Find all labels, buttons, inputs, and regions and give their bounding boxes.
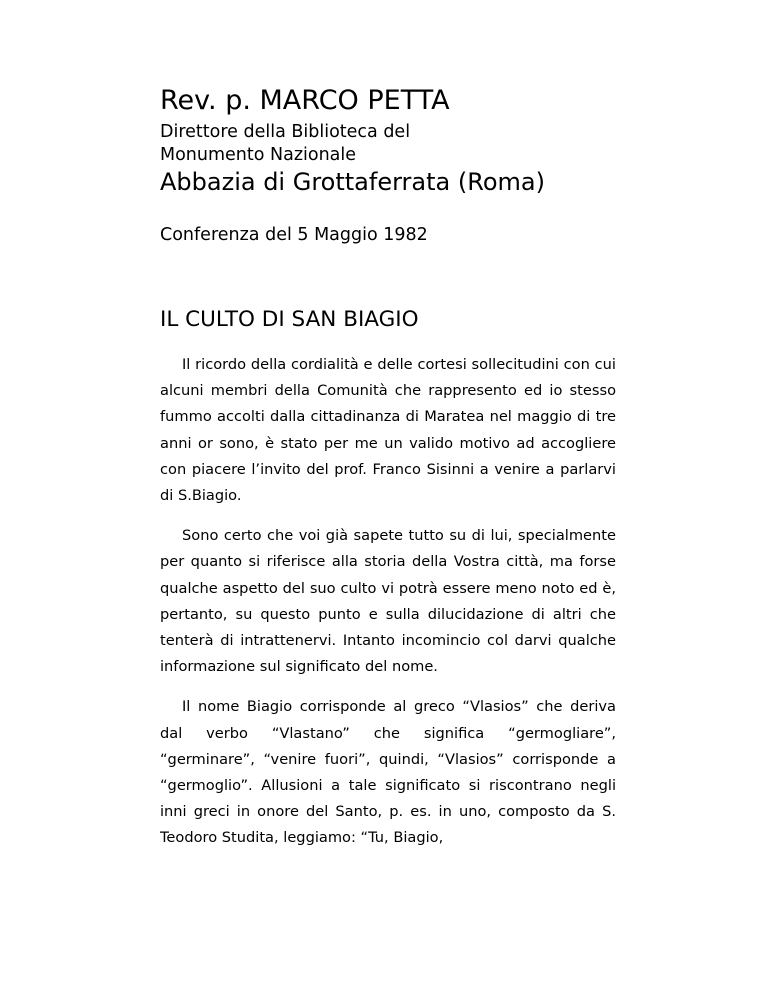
author-name: Rev. p. MARCO PETTA [160,85,450,116]
body-paragraph-3: Il nome Biagio corrisponde al greco “Vlasios” che deriva dal verbo “Vlastano” che significa “germogliare”, “germinare”, “venire fuori”, quindi, “Vlasios” corrisponde a “germoglio”. Allusioni a tale significato si riscontrano negli inni greci in onore del Santo, p. es. in uno, composto da S. Teodoro Studita, leggiamo: “Tu, Biagio, [160,698,616,847]
conference-date: Conferenza del 5 Maggio 1982 [160,225,428,245]
abbey-name: Abbazia di Grottaferrata (Roma) [160,168,545,196]
section-title: IL CULTO DI SAN BIAGIO [160,307,419,332]
author-role [160,121,616,167]
body-paragraph-1: Il ricordo della cordialità e delle cortesi sollecitudini con cui alcuni membri della Comunità che rappresento ed io stesso fummo accolti dalla cittadinanza di Maratea nel maggio di tre anni or sono, è stato per me un valido motivo ad accogliere con piacere l’invito del prof. Franco Sisinni a venire a parlarvi di S.Biagio. [160,356,616,505]
author-role-line-1: Direttore della Biblioteca del [160,122,411,142]
body-paragraph-2: Sono certo che voi già sapete tutto su di lui, specialmente per quanto si riferisce alla storia della Vostra città, ma forse qualche aspetto del suo culto vi potrà essere meno noto ed è, pertanto, su questo punto e sulla dilucidazione di altri che tenterà di intrattenervi. Intanto incomincio col darvi qualche informazione sul significato del nome. [160,527,616,676]
author-role-line-2: Monumento Nazionale [160,145,357,165]
document-page [160,84,616,852]
